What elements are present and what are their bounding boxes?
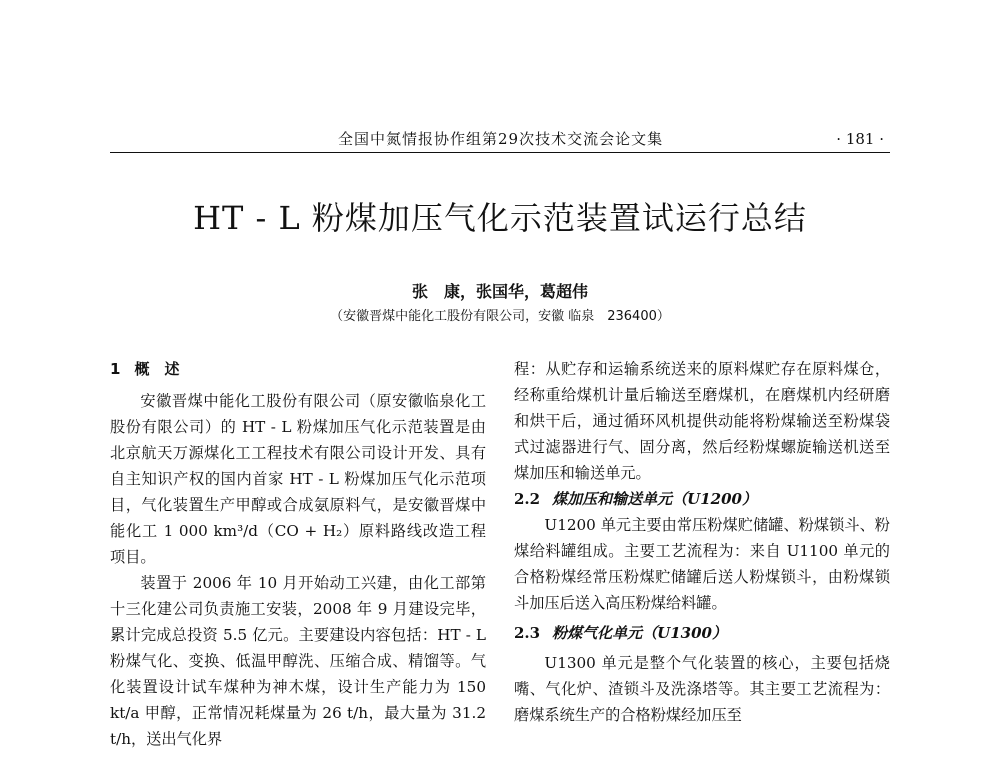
page-number: · 181 · <box>836 130 884 148</box>
section-heading-1 <box>110 356 486 382</box>
journal-title: 全国中氮情报协作组第29次技术交流会论文集 <box>338 130 664 148</box>
paragraph-overview-2: 装置于 2006 年 10 月开始动工兴建，由化工部第十三化建公司负责施工安装，2008 年 9 月建设完毕，累计完成总投资 5.5 亿元。主要建设内容包括：HT - L 粉煤气化、变换、低温甲醇洗、压缩合成、精馏等。气化装置设计试车煤种为神木煤，设计生产能力为 150 kt/a 甲醇，正常情况耗煤量为 26 t/h，最大量为 31.2 t/h，送出气化界 <box>110 574 486 748</box>
subsection-number: 2.2 <box>514 490 541 508</box>
left-column <box>110 356 486 752</box>
paragraph-overview-1: 安徽晋煤中能化工股份有限公司（原安徽临泉化工股份有限公司）的 HT - L 粉煤加压气化示范装置是由北京航天万源煤化工工程技术有限公司设计开发、具有自主知识产权的国内首家 HT - L 粉煤加压气化示范项目，气化装置生产甲醇或合成氨原料气，是安徽晋煤中能化工 1 000 km³/d（CO + H₂）原料路线改造工程项目。 <box>110 392 486 566</box>
subsection-heading-2-2 <box>514 486 890 512</box>
paper-title: HT - L 粉煤加压气化示范装置试运行总结 <box>193 199 807 237</box>
section-title: 概 述 <box>134 360 180 378</box>
running-header <box>110 128 890 153</box>
authors: 张 康，张国华，葛超伟 <box>411 282 588 301</box>
section-number: 1 <box>110 360 121 378</box>
paragraph-u1300: U1300 单元是整个气化装置的核心，主要包括烧嘴、气化炉、渣锁斗及洗涤塔等。其主要工艺流程为：磨煤系统生产的合格粉煤经加压至 <box>514 654 890 724</box>
subsection-number: 2.3 <box>514 624 541 642</box>
affiliation: （安徽晋煤中能化工股份有限公司，安徽 临泉 236400） <box>330 309 670 324</box>
right-column <box>514 356 890 728</box>
subsection-title: 煤加压和输送单元（U1200） <box>552 490 757 508</box>
subsection-title: 粉煤气化单元（U1300） <box>552 624 727 642</box>
paragraph-u1200: U1200 单元主要由常压粉煤贮储罐、粉煤锁斗、粉煤给料罐组成。主要工艺流程为：来自 U1100 单元的合格粉煤经常压粉煤贮储罐后送人粉煤锁斗，由粉煤锁斗加压后送入高压粉煤给料罐。 <box>514 516 890 612</box>
paragraph-continued: 程：从贮存和运输系统送来的原料煤贮存在原料煤仓，经称重给煤机计量后输送至磨煤机，在磨煤机内经研磨和烘干后，通过循环风机提供动能将粉煤输送至粉煤袋式过滤器进行气、固分离，然后经粉煤螺旋输送机送至煤加压和输送单元。 <box>514 360 890 482</box>
subsection-heading-2-3 <box>514 620 890 646</box>
